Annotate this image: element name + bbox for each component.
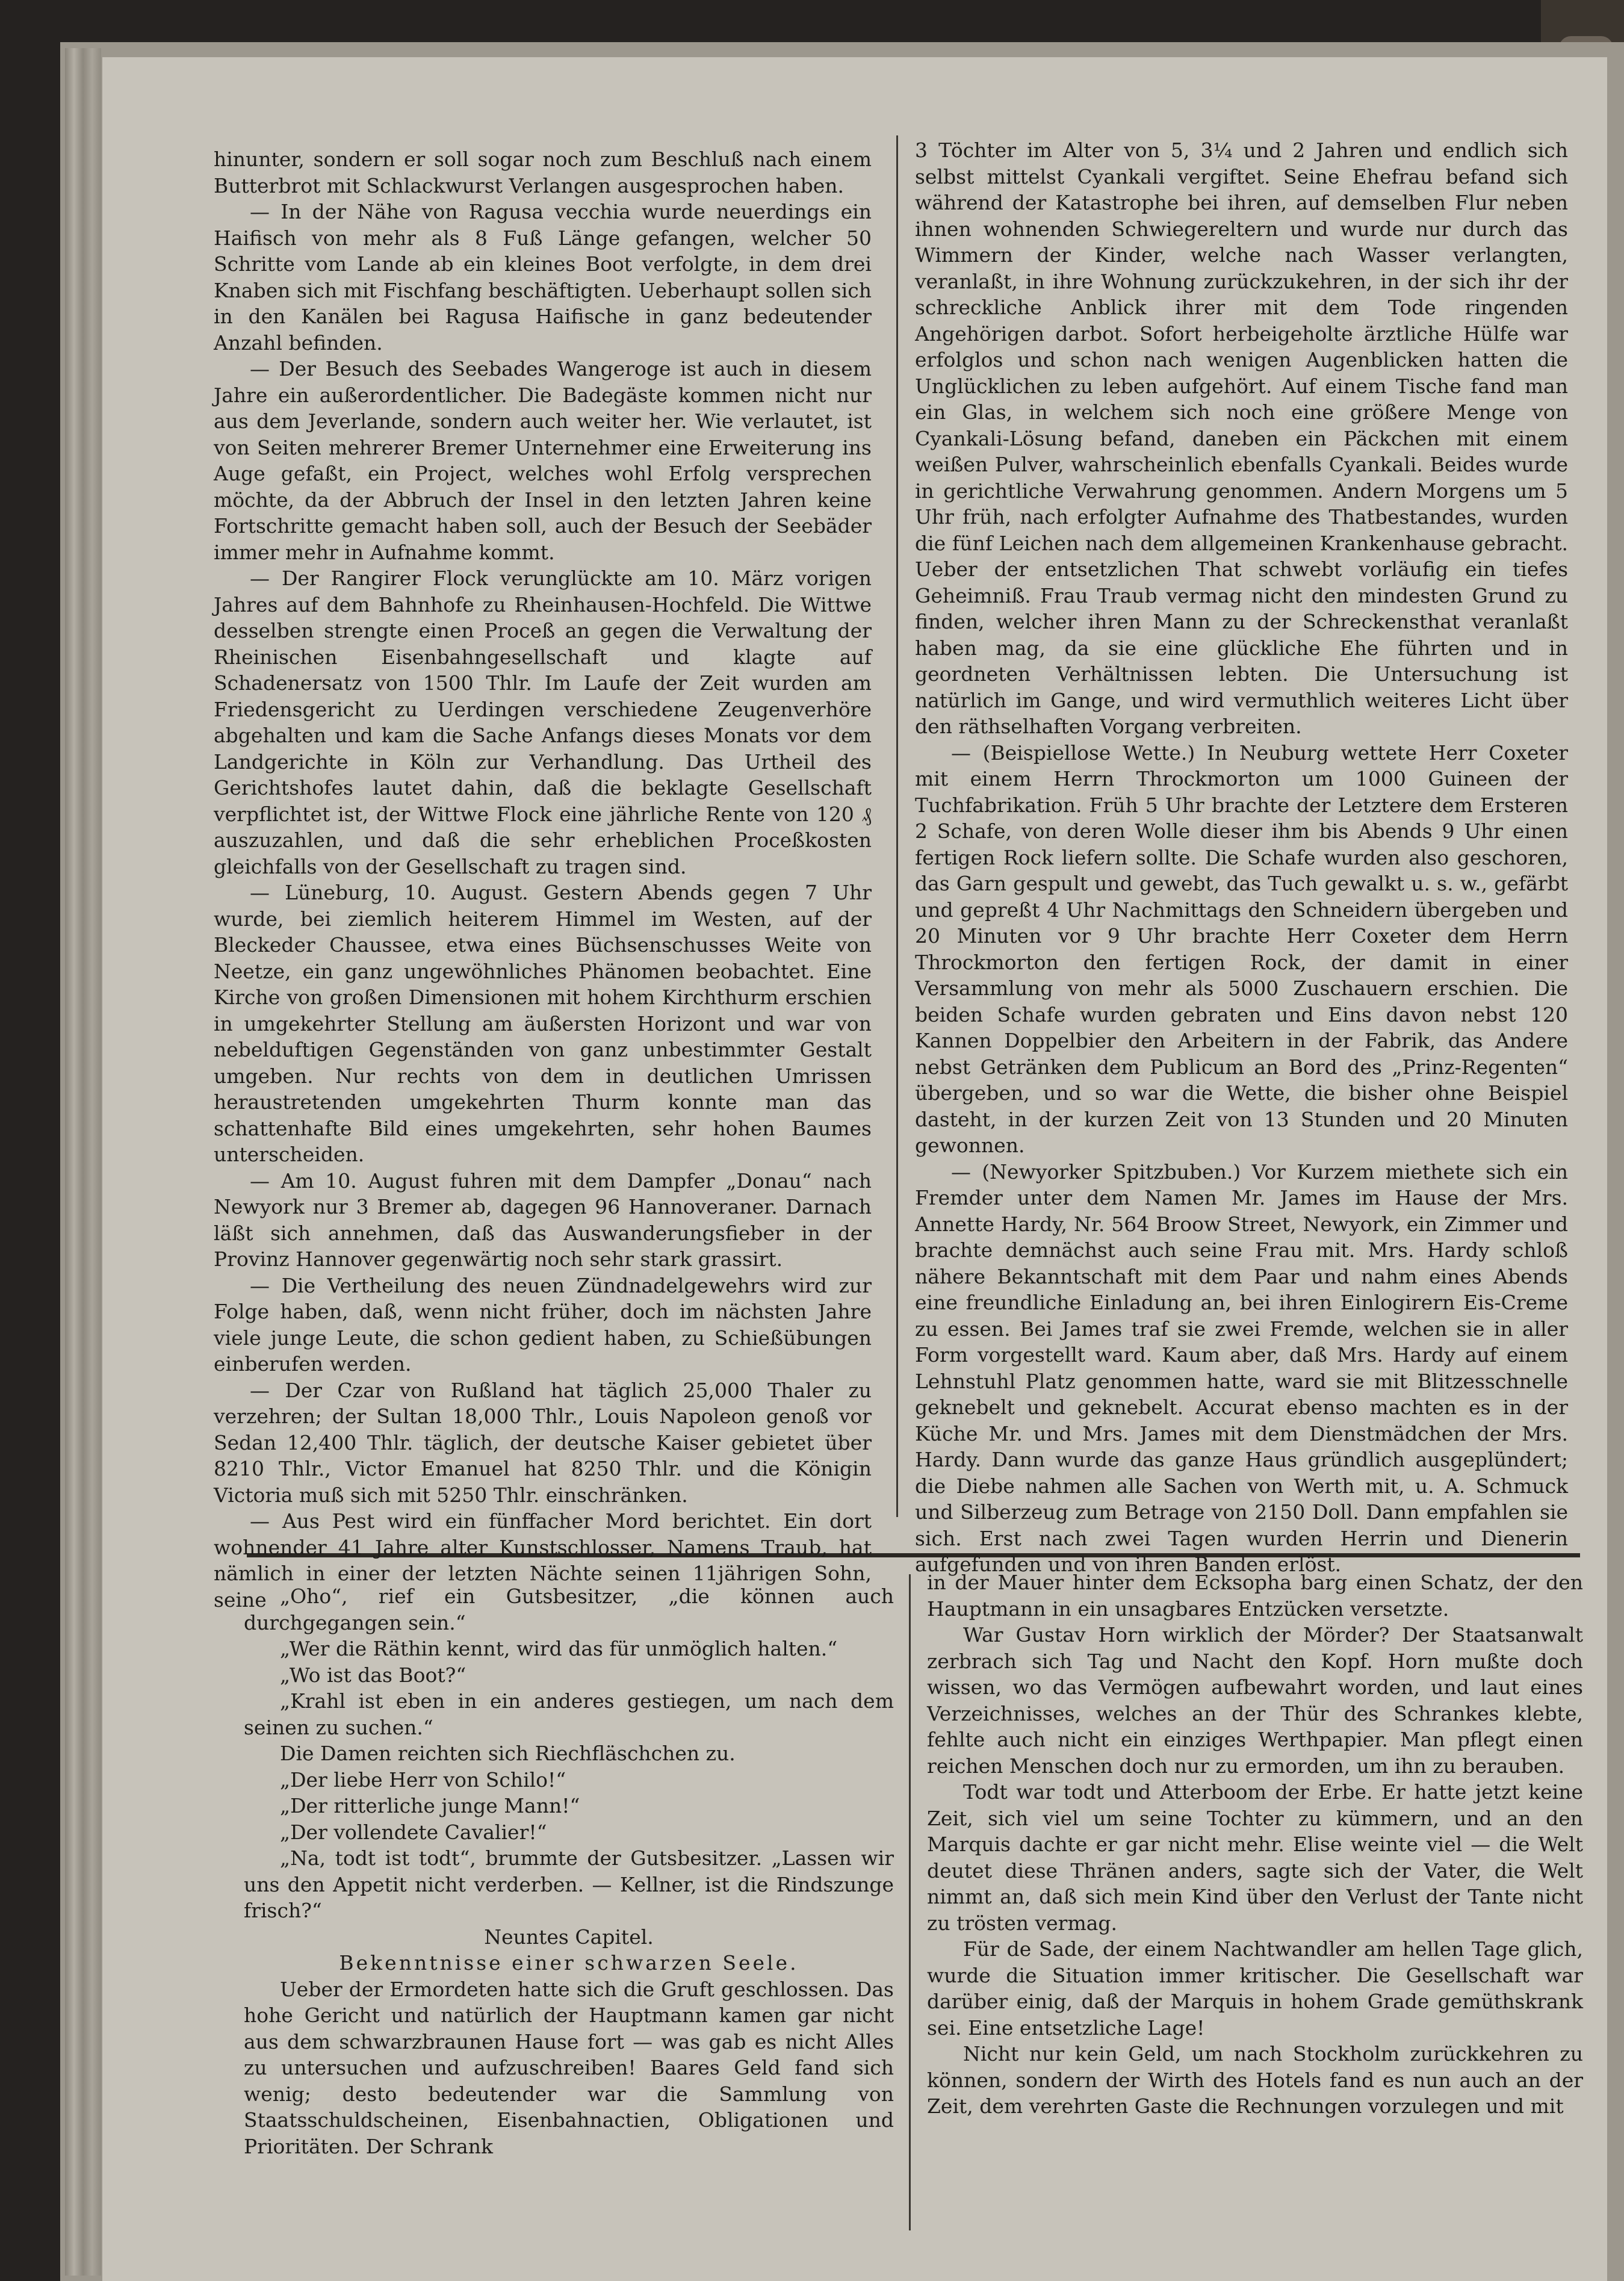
news-item-lueneburg: — Lüneburg, 10. August. Gestern Abends gegen 7 Uhr wurde, bei ziemlich heiterem Himmel im Westen, auf der Bleckeder Chaussee, etwa eines Büchsenschusses Weite von Neetze, ein ganz ungewöhnliches Phänomen beobachtet. Eine Kirche von großen Dimensionen mit hohem Kirchthurm erschien in umgekehrter Stellung am äußersten Horizont und war von nebelduftigen Gegenständen von ganz unbestimmter Gestalt umgeben. Nur rechts von dem in deutlichen Umrissen heraustretenden umgekehrten Thurm konnte man das schattenhafte Bild eines umgekehrten, sehr hohen Baumes unterscheiden. — [214, 881, 872, 1166]
news-item-pest-continued: 3 Töchter im Alter von 5, 3¼ und 2 Jahren und endlich sich selbst mittelst Cyankali vergiftet. Seine Ehefrau befand sich während der Katastrophe bei ihren, auf demselben Flur neben ihnen wohnenden Schwiegereltern und wurde nur durch das Wimmern der Kinder, welche nach Wasser verlangten, veranlaßt, in ihre Wohnung zurückzukehren, in der sich ihr der schreckliche Anblick ihrer mit dem Tode ringenden Angehörigen darbot. Sofort herbeigeholte ärztliche Hülfe war erfolglos und schon nach wenigen Augenblicken hatten die Unglücklichen zu leben aufgehört. Auf einem Tische fand man ein Glas, in welchem sich noch eine größere Menge von Cyankali-Lösung befand, daneben ein Päckchen mit einem weißen Pulver, wahrscheinlich ebenfalls Cyankali. Beides wurde in gerichtliche Verwahrung genommen. Andern Morgens um 5 Uhr früh, nach erfolgter Aufnahme des Thatbestandes, wurden die fünf Leichen nach dem allgemeinen Krankenhause gebracht. Ueber der entsetzlichen That schwebt vorläufig ein tiefes Geheimniß. Frau Traub vermag nicht den mindesten Grund zu finden, welcher ihren Mann zu der Schreckensthat veranlaßt haben mag, da sie eine glückliche Ehe führten und in geordneten Verhältnissen lebten. Die Untersuchung ist natürlich im Gange, und wird vermuthlich weiteres Licht über den räthselhaften Vorgang verbreiten. — [915, 138, 1568, 738]
upper-left-column — [214, 146, 872, 1613]
news-item-ragusa: — In der Nähe von Ragusa vecchia wurde neuerdings ein Haifisch von mehr als 8 Fuß Länge gefangen, welcher 50 Schritte vom Lande ab ein kleines Boot verfolgte, in dem drei Knaben sich mit Fischfang beschäftigten. Ueberhaupt sollen sich in den Kanälen bei Ragusa Haifische in ganz bedeutender Anzahl befinden. — [214, 200, 872, 355]
upper-right-column — [915, 137, 1568, 1578]
dialogue-line: „Wo ist das Boot?“ — [280, 1663, 466, 1687]
paragraph-continuation: hinunter, sondern er soll sogar noch zum Beschluß nach einem Butterbrot mit Schlackwurst Verlangen ausgesprochen haben. — [214, 147, 872, 197]
news-item-czar: — Der Czar von Rußland hat täglich 25,000 Thaler zu verzehren; der Sultan 18,000 Thlr., Louis Napoleon genoß vor Sedan 12,400 Thlr. täglich, der deutsche Kaiser gebietet über 8210 Thlr., Victor Emanuel hat 8250 Thlr. und die Königin Victoria muß sich mit 5250 Thlr. einschränken. — [214, 1378, 872, 1507]
narration-continuation: in der Mauer hinter dem Ecksopha barg einen Schatz, der den Hauptmann in ein unsagbares Entzücken versetzte. — [927, 1571, 1583, 1621]
news-item-zuendnadelgewehr: — Die Vertheilung des neuen Zündnadelgewehrs wird zur Folge haben, daß, wenn nicht früher, doch im nächsten Jahre viele junge Leute, die schon gedient haben, zu Schießübungen einberufen werden. — [214, 1273, 872, 1376]
lower-column-rule — [909, 1574, 911, 2230]
feuilleton-right-column — [927, 1569, 1583, 2120]
chapter-number: Neuntes Capitel. — [484, 1925, 654, 1949]
news-item-pest: — Aus Pest wird ein fünffacher Mord berichtet. Ein dort wohnender 41 Jahre alter Kunstschlosser, Namens Traub, hat nämlich in einer der letzten Nächte seinen 11jährigen Sohn, seine — [214, 1509, 872, 1612]
dialogue-line: „Wer die Räthin kennt, wird das für unmöglich halten.“ — [280, 1637, 838, 1660]
dialogue-line: „Der liebe Herr von Schilo!“ — [280, 1767, 566, 1792]
dialogue-line: „Oho“, rief ein Gutsbesitzer, „die können auch durchgegangen sein.“ — [244, 1584, 894, 1634]
narration-line: Die Damen reichten sich Riechfläschchen zu. — [280, 1742, 736, 1765]
upper-column-rule — [896, 135, 898, 1517]
chapter-title: Bekenntnisse einer schwarzen Seele. — [339, 1951, 799, 1975]
news-item-donau: — Am 10. August fuhren mit dem Dampfer „Donau“ nach Newyork nur 3 Bremer ab, dagegen 96 Hannoveraner. Darnach läßt sich annehmen, daß das Auswanderungsfieber in der Provinz Hannover gegenwärtig noch sehr stark grassirt. — [214, 1168, 872, 1271]
dialogue-line: „Krahl ist eben in ein anderes gestiegen, um nach dem seinen zu suchen.“ — [244, 1689, 894, 1739]
narration-paragraph: Ueber der Ermordeten hatte sich die Gruft geschlossen. Das hohe Gericht und natürlich der Hauptmann kamen gar nicht aus dem schwarzbraunen Hause fort — was gab es nicht Alles zu untersuchen und aufzuschreiben! Baares Geld fand sich wenig; desto bedeutender war die Sammlung von Staatsschuldscheinen, Eisenbahnactien, Obligationen und Prioritäten. Der Schrank — [244, 1977, 894, 2158]
news-item-wangeroge: — Der Besuch des Seebades Wangeroge ist auch in diesem Jahre ein außerordentlicher. Die Badegäste kommen nicht nur aus dem Jeverlande, sondern auch weiter her. Wie verlautet, ist von Seiten mehrerer Bremer Unternehmer eine Erweiterung ins Auge gefaßt, ein Project, welches wohl Erfolg versprechen möchte, da der Abbruch der Insel in den letzten Jahren keine Fortschritte gemacht haben soll, auch der Besuch der Seebäder immer mehr in Aufnahme kommt. — [214, 357, 872, 564]
narration-paragraph: Für de Sade, der einem Nachtwandler am hellen Tage glich, wurde die Situation immer kritischer. Die Gesellschaft war darüber einig, daß der Marquis in hohem Grade gemüthskrank sei. Eine entsetzliche Lage! — [927, 1937, 1583, 2040]
news-item-flock: — Der Rangirer Flock verunglückte am 10. März vorigen Jahres auf dem Bahnhofe zu Rheinhausen-Hochfeld. Die Wittwe desselben strengte einen Proceß an gegen die Verwaltung der Rheinischen Eisenbahngesellschaft und klagte auf Schadenersatz von 1500 Thlr. Im Laufe der Zeit wurden am Friedensgericht zu Uerdingen verschiedene Zeugenverhöre abgehalten und kam die Sache Anfangs dieses Monats vor dem Landgerichte in Köln zur Verhandlung. Das Urtheil des Gerichtshofes lautet dahin, daß die beklagte Gesellschaft verpflichtet ist, der Wittwe Flock eine jährliche Rente von 120 ₰ auszuzahlen, und daß die sehr erheblichen Proceßkosten gleichfalls von der Gesellschaft zu tragen sind. — [214, 566, 872, 878]
dialogue-line: „Na, todt ist todt“, brummte der Gutsbesitzer. „Lassen wir uns den Appetit nicht verderben. — Kellner, ist die Rindszunge frisch?“ — [244, 1846, 894, 1922]
feuilleton-left-column — [244, 1583, 894, 2159]
dialogue-line: „Der ritterliche junge Mann!“ — [280, 1794, 580, 1817]
narration-paragraph: War Gustav Horn wirklich der Mörder? Der Staatsanwalt zerbrach sich Tag und Nacht den Kopf. Horn mußte doch wissen, wo das Vermögen aufbewahrt worden, und laut eines Verzeichnisses, welches an der Thür des Schrankes klebte, fehlte auch nicht ein einziges Werthpapier. Man pflegt einen reichen Menschen doch nur zu ermorden, um ihn zu berauben. — [927, 1623, 1583, 1778]
narration-paragraph: Todt war todt und Atterboom der Erbe. Er hatte jetzt keine Zeit, sich viel um seine Tochter zu kümmern, und an den Marquis dachte er gar nicht mehr. Elise weinte viel — die Welt deutet diese Thränen anders, sagte sich der Vater, die Welt nimmt an, daß sich mein Kind über den Verlust der Tante nicht zu trösten vermag. — [927, 1780, 1583, 1935]
news-item-wette: — (Beispiellose Wette.) In Neuburg wettete Herr Coxeter mit einem Herrn Throckmorton um 1000 Guineen der Tuchfabrikation. Früh 5 Uhr brachte der Letztere dem Ersteren 2 Schafe, von deren Wolle dieser ihm bis Abends 9 Uhr einen fertigen Rock liefern sollte. Die Schafe wurden also geschoren, das Garn gespult und gewebt, das Tuch gewalkt u. s. w., gefärbt und gepreßt 4 Uhr Nachmittags den Schneidern übergeben und 20 Minuten vor 9 Uhr brachte Herr Coxeter dem Herrn Throckmorton den fertigen Rock, der damit in einer Versammlung von mehr als 5000 Zuschauern erschien. Die beiden Schafe wurden gebraten und Eins davon nebst 120 Kannen Doppelbier den Arbeitern in der Fabrik, das Andere nebst Getränken dem Publicum an Bord des „Prinz-Regenten“ übergeben, und so war die Wette, die bisher ohne Beispiel dasteht, in der kurzen Zeit von 13 Stunden und 20 Minuten gewonnen. — [915, 740, 1568, 1157]
news-item-newyork: — (Newyorker Spitzbuben.) Vor Kurzem miethete sich ein Fremder unter dem Namen Mr. James im Hause der Mrs. Annette Hardy, Nr. 564 Broow Street, Newyork, ein Zimmer und brachte demnächst auch seine Frau mit. Mrs. Hardy schloß nähere Bekanntschaft mit dem Paar und nahm eines Abends eine freundliche Einladung an, bei ihren Einlogirern Eis-Creme zu essen. Bei James traf sie zwei Fremde, welchen sie in aller Form vorgestellt ward. Kaum aber, daß Mrs. Hardy auf einem Lehnstuhl Platz genommen hatte, ward sie mit Blitzesschnelle geknebelt und geknebelt. Accurat ebenso machten es in der Küche Mr. und Mrs. James mit dem Dienstmädchen der Mrs. Hardy. Dann wurde das ganze Haus gründlich ausgeplündert; die Diebe nahmen alle Sachen von Werth mit, u. A. Schmuck und Silberzeug zum Betrage von 2150 Doll. Dann empfahlen sie sich. Erst nach zwei Tagen wurden Herrin und Dienerin aufgefunden und von ihren Banden erlöst. — [915, 1159, 1568, 1576]
narration-paragraph: Nicht nur kein Geld, um nach Stockholm zurückkehren zu können, sondern der Wirth des Hotels fand es nun auch an der Zeit, dem verehrten Gaste die Rechnungen vorzulegen und mit — [927, 2042, 1583, 2118]
page-edges — [65, 48, 101, 2276]
dialogue-line: „Der vollendete Cavalier!“ — [280, 1820, 547, 1844]
